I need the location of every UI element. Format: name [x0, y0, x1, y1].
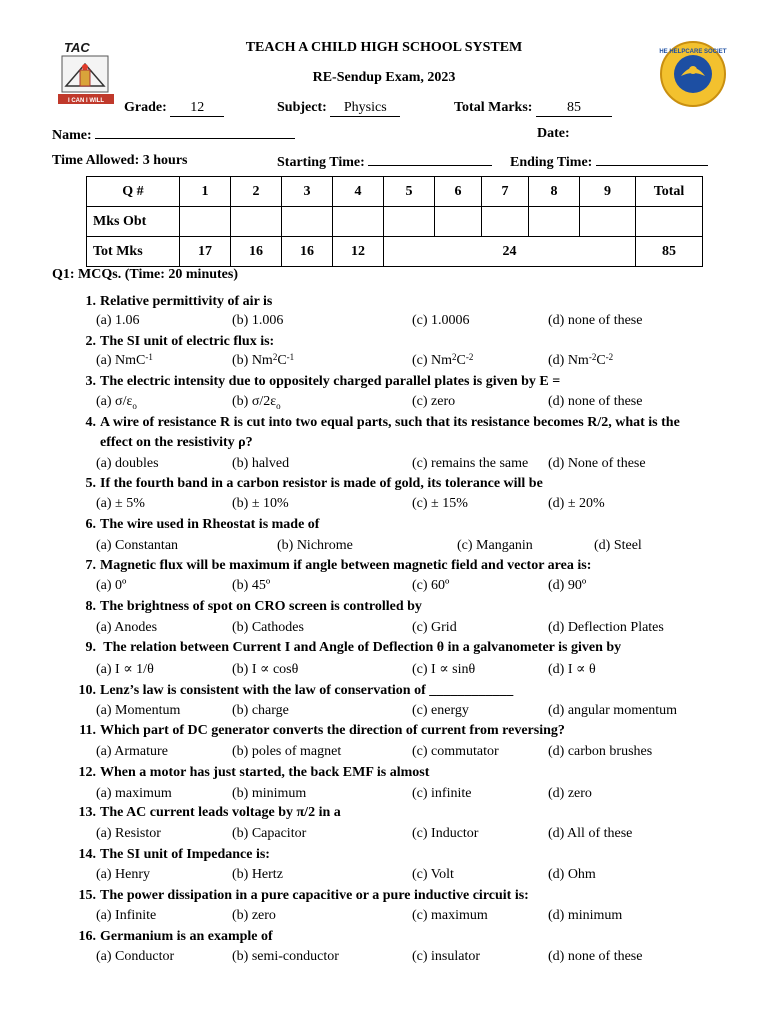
ending-time-blank[interactable]	[596, 153, 708, 166]
subject-value: Physics	[330, 100, 400, 117]
name-label: Name:	[52, 128, 92, 143]
option-c[interactable]: (c) commutator	[412, 744, 499, 759]
option-a[interactable]	[96, 353, 153, 369]
option-a[interactable]: (a) Henry	[96, 867, 151, 882]
superscript: 2	[452, 352, 457, 362]
option-c[interactable]: (c) $Nm^2C^{-2}$	[412, 352, 474, 368]
option-d[interactable]: (d) angular momentum	[548, 703, 678, 718]
question-number: 1.	[85, 294, 96, 309]
question-number: 14.	[78, 847, 96, 862]
mks-obt-cell[interactable]	[580, 207, 636, 237]
col-header-9: 9	[580, 177, 636, 207]
col-header-8: 8	[529, 177, 580, 207]
col-header-7: 7	[482, 177, 529, 207]
question-14	[66, 847, 270, 863]
question-text: The wire used in Rheostat is made of	[100, 517, 320, 532]
mks-obt-row	[87, 207, 703, 237]
option-d[interactable]: (d) none of these	[548, 313, 643, 328]
logo-right-text: THE HELPCARE SOCIETY	[659, 49, 727, 55]
question-text: If the fourth band in a carbon resistor is made of gold, its tolerance will be	[100, 476, 543, 491]
question-number: 8.	[85, 599, 96, 614]
section-heading: Q1: MCQs. (Time: 20 minutes)	[52, 267, 238, 282]
col-header-3: 3	[282, 177, 333, 207]
option-b-text: (b) σ/2ε	[232, 394, 277, 409]
col-header-6: 6	[435, 177, 482, 207]
superscript: -2	[605, 352, 614, 362]
option-b[interactable]: (b) 45º	[232, 578, 271, 593]
option-d[interactable]: (d) Ohm	[548, 867, 596, 882]
tot-mks-cell: 16	[282, 237, 333, 267]
question-4-continued	[100, 435, 253, 451]
col-header-5: 5	[384, 177, 435, 207]
name-field	[52, 126, 295, 144]
question-13	[66, 805, 341, 821]
option-c[interactable]: (c) ± 15%	[412, 496, 468, 511]
question-text: Which part of DC generator converts the direction of current from reversing?	[100, 723, 565, 738]
option-c[interactable]: (c) infinite	[412, 786, 472, 801]
option-a[interactable]: (a) maximum	[96, 786, 172, 801]
question-number: 10.	[78, 683, 96, 698]
option-d[interactable]: (d) Deflection Plates	[548, 620, 664, 635]
option-a-text: (a) NmC	[96, 353, 146, 368]
mks-obt-cell[interactable]	[482, 207, 529, 237]
option-d[interactable]: (d) Steel	[594, 538, 642, 553]
mks-obt-cell[interactable]	[529, 207, 580, 237]
mks-obt-cell[interactable]	[282, 207, 333, 237]
question-text: The brightness of spot on CRO screen is controlled by	[100, 599, 422, 614]
question-number: 11.	[79, 723, 96, 738]
option-d[interactable]: (d) zero	[548, 786, 592, 801]
option-d[interactable]: (d) none of these	[548, 394, 643, 409]
option-b[interactable]: (b) charge	[232, 703, 289, 718]
option-b[interactable]: (b) semi-conductor	[232, 949, 339, 964]
mks-obt-total-cell[interactable]	[636, 207, 703, 237]
question-text: The electric intensity due to oppositely charged parallel plates is given by E =	[100, 374, 561, 389]
option-a-text: (a) σ/ε	[96, 394, 133, 409]
grade-label: Grade:	[124, 100, 167, 115]
name-blank[interactable]	[95, 126, 295, 139]
option-d[interactable]: (d) minimum	[548, 908, 623, 923]
col-header-4: 4	[333, 177, 384, 207]
tot-mks-row	[87, 237, 703, 267]
question-text-line2: effect on the resistivity ρ?	[100, 435, 253, 450]
option-d[interactable]: (d) I ∝ θ	[548, 662, 596, 677]
school-name: TEACH A CHILD HIGH SCHOOL SYSTEM	[245, 40, 523, 55]
option-c[interactable]: (c) energy	[412, 703, 469, 718]
tot-mks-merged-cell: 24	[384, 237, 636, 267]
superscript: 2	[272, 352, 278, 362]
tot-mks-cell: 17	[180, 237, 231, 267]
total-marks-label: Total Marks:	[454, 100, 533, 115]
logo-left-text: TAC	[64, 40, 90, 55]
option-c[interactable]: (c) zero	[412, 394, 456, 409]
option-a[interactable]: (a) Conductor	[96, 949, 175, 964]
question-text: Lenz’s law is consistent with the law of conservation of ____________	[100, 683, 514, 698]
question-9	[70, 640, 621, 656]
option-b-text: (b) Nm	[232, 353, 273, 368]
option-d[interactable]: (d) none of these	[548, 949, 643, 964]
subscript: o	[132, 400, 137, 411]
question-11	[66, 723, 565, 739]
question-text: The AC current leads voltage by π/2 in a	[100, 805, 341, 820]
option-a[interactable]: (a) I ∝ 1/θ	[96, 662, 154, 677]
option-c[interactable]: (c) Manganin	[457, 538, 533, 553]
option-c[interactable]: (c) remains the same	[412, 456, 529, 471]
option-c[interactable]: (c) insulator	[412, 949, 481, 964]
question-1	[70, 294, 272, 310]
option-a[interactable]: (a) doubles	[96, 456, 159, 471]
option-b[interactable]: (b) zero	[232, 908, 276, 923]
option-b[interactable]: (b) Cathodes	[232, 620, 304, 635]
q-number-header: Q #	[87, 177, 180, 207]
option-a[interactable]: (a) Armature	[96, 744, 168, 759]
marks-table	[86, 176, 703, 267]
option-b[interactable]: (b) $Nm^2C^{-1}$	[232, 352, 295, 368]
time-allowed: Time Allowed: 3 hours	[52, 153, 188, 168]
grade-field	[124, 100, 224, 117]
option-a[interactable]: (a) Constantan	[96, 538, 179, 553]
option-b[interactable]	[232, 394, 281, 411]
option-b[interactable]: (b) Capacitor	[232, 826, 307, 841]
option-d[interactable]: (d) None of these	[548, 456, 646, 471]
option-d[interactable]: (d) ± 20%	[548, 496, 605, 511]
option-a[interactable]: (a) ± 5%	[96, 496, 145, 511]
option-a[interactable]: (a) Momentum	[96, 703, 181, 718]
question-number: 4.	[85, 415, 96, 430]
question-4	[70, 415, 680, 431]
option-a[interactable]: (a) 0º	[96, 578, 127, 593]
tot-mks-total-cell: 85	[636, 237, 703, 267]
exam-title: RE-Sendup Exam, 2023	[312, 70, 456, 85]
subscript: o	[276, 400, 281, 411]
option-d[interactable]: (d) carbon brushes	[548, 744, 653, 759]
superscript: -1	[286, 352, 295, 362]
question-text: Relative permittivity of air is	[100, 294, 273, 309]
option-b[interactable]: (b) Nichrome	[277, 538, 353, 553]
total-header: Total	[636, 177, 703, 207]
question-number: 15.	[78, 888, 96, 903]
question-text: When a motor has just started, the back EMF is almost	[100, 765, 430, 780]
superscript: -1	[145, 352, 153, 362]
question-text: The power dissipation in a pure capacitive or a pure inductive circuit is:	[100, 888, 529, 903]
option-b[interactable]: (b) Hertz	[232, 867, 283, 882]
option-b[interactable]: (b) minimum	[232, 786, 307, 801]
option-c[interactable]: (c) Volt	[412, 867, 454, 882]
logo-left-motto: I CAN I WILL	[68, 98, 104, 104]
starting-time-label: Starting Time:	[277, 155, 365, 170]
option-a[interactable]: (a) Infinite	[96, 908, 157, 923]
question-text: A wire of resistance R is cut into two equal parts, such that its resistance becomes R/2, what is the	[100, 415, 680, 430]
mks-obt-cell[interactable]	[231, 207, 282, 237]
mks-obt-cell[interactable]	[435, 207, 482, 237]
option-a[interactable]: (a) 1.06	[96, 313, 140, 328]
question-8	[70, 599, 422, 615]
option-c[interactable]: (c) I ∝ sinθ	[412, 662, 476, 677]
option-b[interactable]: (b) poles of magnet	[232, 744, 342, 759]
option-c[interactable]: (c) Inductor	[412, 826, 479, 841]
grade-value: 12	[170, 100, 224, 117]
option-c[interactable]: (c) Grid	[412, 620, 457, 635]
question-text: Germanium is an example of	[100, 929, 273, 944]
tot-mks-label: Tot Mks	[87, 237, 180, 267]
option-b[interactable]: (b) halved	[232, 456, 290, 471]
date-label: Date:	[537, 126, 570, 141]
question-number: 5.	[85, 476, 96, 491]
col-header-2: 2	[231, 177, 282, 207]
question-number: 16.	[78, 929, 96, 944]
date-field	[537, 126, 570, 142]
question-number: 13.	[78, 805, 96, 820]
mks-obt-cell[interactable]	[180, 207, 231, 237]
question-number: 6.	[85, 517, 96, 532]
tot-mks-cell: 12	[333, 237, 384, 267]
option-a[interactable]: (a) Resistor	[96, 826, 161, 841]
total-marks-value: 85	[536, 100, 612, 117]
question-15	[66, 888, 529, 904]
subject-field	[277, 100, 400, 117]
option-c-text: (c) Nm	[412, 353, 453, 368]
superscript: -2	[465, 352, 474, 362]
superscript: -2	[588, 352, 597, 362]
question-12	[66, 765, 429, 781]
question-10	[66, 683, 513, 699]
tot-mks-cell: 16	[231, 237, 282, 267]
option-a[interactable]	[96, 394, 137, 411]
total-marks-field	[454, 100, 612, 117]
option-b[interactable]: (b) 1.006	[232, 313, 284, 328]
mks-obt-cell[interactable]	[333, 207, 384, 237]
question-6	[70, 517, 319, 533]
starting-time-field	[277, 153, 492, 171]
question-number: 7.	[85, 558, 96, 573]
question-number: 2.	[85, 334, 96, 349]
option-d[interactable]: (d) All of these	[548, 826, 633, 841]
option-b[interactable]: (b) ± 10%	[232, 496, 289, 511]
question-16	[66, 929, 273, 945]
ending-time-label: Ending Time:	[510, 155, 593, 170]
option-d[interactable]: (d) 90º	[548, 578, 587, 593]
mks-obt-label: Mks Obt	[87, 207, 180, 237]
marks-header-row	[87, 177, 703, 207]
question-number: 9.	[85, 640, 96, 655]
mks-obt-cell[interactable]	[384, 207, 435, 237]
ending-time-field	[510, 153, 708, 171]
option-d-text: (d) Nm	[548, 353, 589, 368]
option-b[interactable]: (b) I ∝ cosθ	[232, 662, 299, 677]
question-2	[70, 334, 274, 350]
col-header-1: 1	[180, 177, 231, 207]
option-d[interactable]: (d) $Nm^{-2}C^{-2}$	[548, 352, 614, 368]
question-text: The relation between Current I and Angle of Deflection θ in a galvanometer is given by	[100, 640, 622, 655]
starting-time-blank[interactable]	[368, 153, 492, 166]
subject-label: Subject:	[277, 100, 327, 115]
option-a[interactable]: (a) Anodes	[96, 620, 158, 635]
question-text: Magnetic flux will be maximum if angle between magnetic field and vector area is:	[100, 558, 592, 573]
question-3	[70, 374, 560, 390]
option-c[interactable]: (c) 60º	[412, 578, 450, 593]
option-c[interactable]: (c) 1.0006	[412, 313, 470, 328]
question-number: 12.	[78, 765, 96, 780]
question-number: 3.	[85, 374, 96, 389]
question-5	[70, 476, 543, 492]
option-c[interactable]: (c) maximum	[412, 908, 488, 923]
question-text: The SI unit of electric flux is:	[100, 334, 275, 349]
question-7	[70, 558, 591, 574]
question-text: The SI unit of Impedance is:	[100, 847, 270, 862]
